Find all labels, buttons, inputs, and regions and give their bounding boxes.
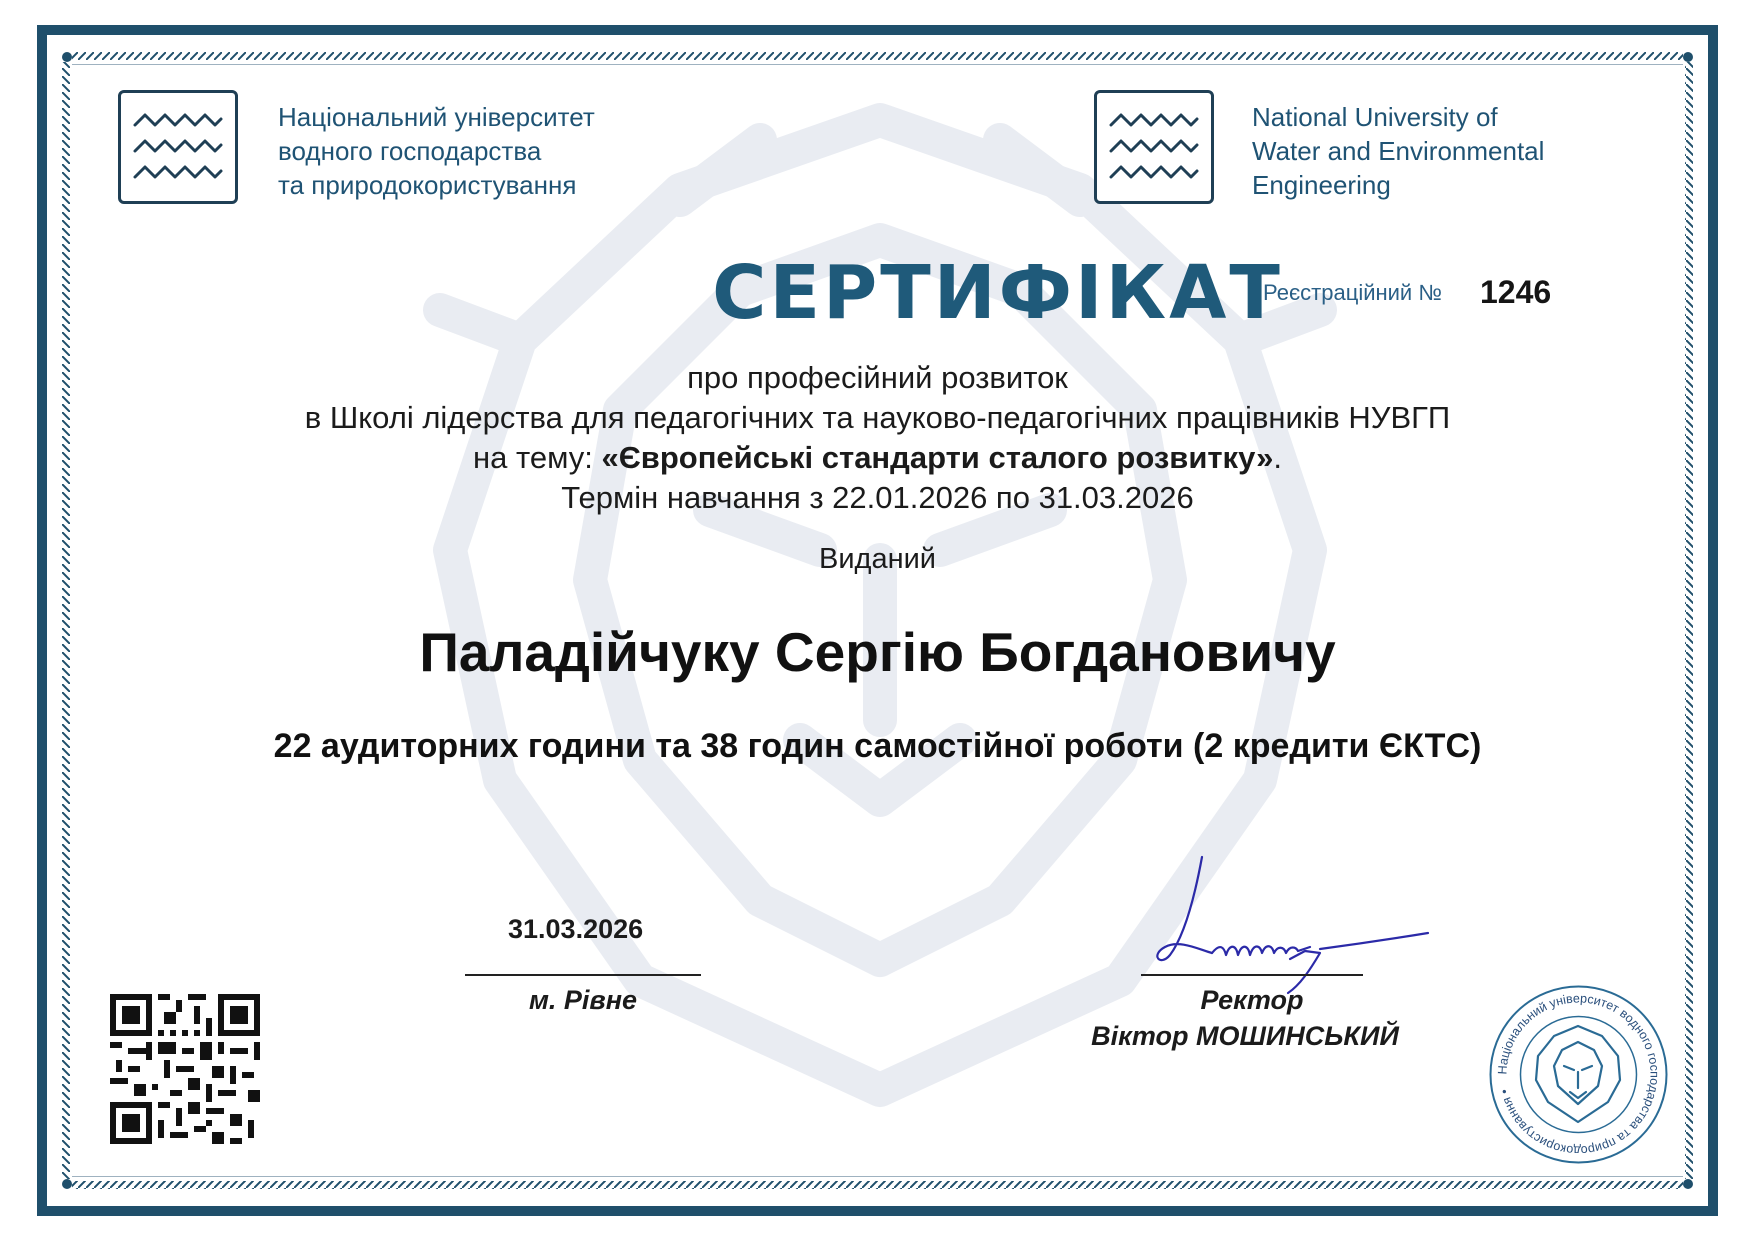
issued-label: Виданий: [818, 543, 936, 575]
study-period: Термін навчання з 22.01.2026 по 31.03.2026: [561, 480, 1194, 515]
rector-name: Віктор МОШИНСЬКИЙ: [1091, 1021, 1399, 1051]
issue-date: 31.03.2026: [508, 914, 644, 944]
recipient-name: Паладійчуку Сергію Богдановичу: [419, 621, 1336, 683]
lion-icon: [1536, 1026, 1620, 1122]
rector-title: Ректор: [1200, 985, 1304, 1015]
description-line-3: [0, 438, 1755, 478]
topic-suffix: .: [1273, 440, 1282, 475]
certificate-description: [0, 358, 1755, 518]
issue-city: м. Рівне: [528, 985, 638, 1015]
seal-text: Національний університет водного господарства та природокористування •: [1495, 991, 1662, 1158]
registration-label: Реєстраційний №: [1263, 280, 1442, 305]
university-seal: [1486, 982, 1671, 1167]
university-name-en-line3: Engineering: [1252, 170, 1391, 200]
university-name-en-line1: National University of: [1252, 102, 1498, 132]
description-line-1: про професійний розвиток: [687, 360, 1068, 395]
water-waves-logo-icon: [1107, 105, 1201, 191]
university-name-ua-line3: та природокористування: [278, 170, 577, 200]
course-topic: «Європейські стандарти сталого розвитку»: [601, 440, 1274, 475]
registration-number: 1246: [1480, 274, 1552, 310]
university-logo-right: [1094, 90, 1214, 204]
course-hours: 22 аудиторних години та 38 годин самостійної роботи (2 кредити ЄКТС): [273, 727, 1482, 765]
university-name-ua-line2: водного господарства: [278, 136, 542, 166]
water-waves-logo-icon: [131, 105, 225, 191]
university-name-ua-line1: Національний університет: [278, 102, 595, 132]
topic-prefix: на тему:: [473, 440, 602, 475]
university-name-en-line2: Water and Environmental: [1252, 136, 1545, 166]
signature-underline: [1141, 974, 1363, 976]
description-line-2: в Школі лідерства для педагогічних та науково-педагогічних працівників НУВГП: [304, 400, 1451, 435]
certificate-title-text: СЕРТИФІКАТ: [712, 250, 1283, 336]
qr-code: [110, 994, 260, 1144]
date-underline: [465, 974, 701, 976]
university-name-ua: [278, 100, 595, 202]
university-name-en: [1252, 100, 1544, 202]
university-logo-left: [118, 90, 238, 204]
